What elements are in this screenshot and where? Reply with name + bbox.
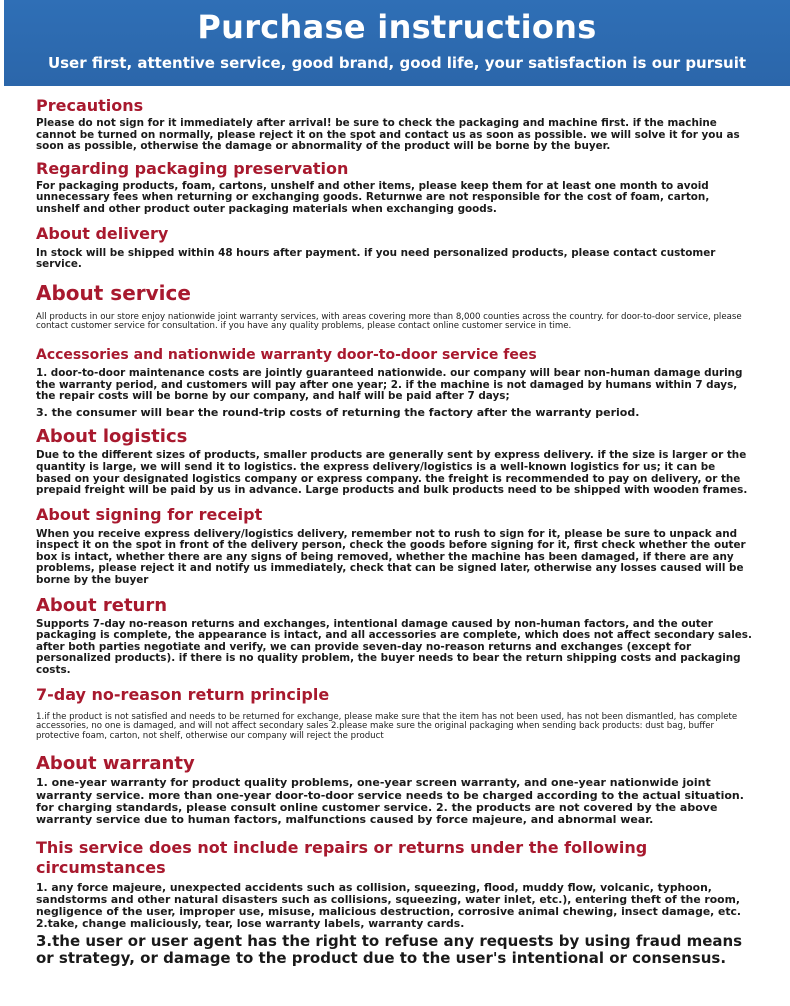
section-return-principle xyxy=(36,685,752,742)
section-return xyxy=(36,595,752,677)
section-heading: Precautions xyxy=(36,96,144,115)
section-text: Due to the different sizes of products, smaller products are generally sent by express delivery. if the size is larger or the quantity is large, we will send it to logistics. the express delivery/logistics is a well-known logistics for us; it can be based on your designated logistics company or express company. the freight is recommended to pay on delivery, or the prepaid freight will be paid by us in advance. Large products and bulk products need to be shipped with wooden frames. xyxy=(36,449,748,497)
section-heading: About service xyxy=(36,280,191,305)
section-text: Please do not sign for it immediately after arrival! be sure to check the packaging and machine first. if the machine cannot be turned on normally, please reject it on the spot and contact us as soon as possible. we will solve it for you as soon as possible, otherwise the damage or abnormality of the product will be borne by the buyer. xyxy=(36,117,740,153)
section-heading: About return xyxy=(36,594,168,616)
section-heading: About logistics xyxy=(36,426,188,448)
section-heading: Accessories and nationwide warranty door-to-door service fees xyxy=(36,346,537,363)
section-text: In stock will be shipped within 48 hours after payment. if you need personalized products, please contact customer service. xyxy=(36,246,716,271)
section-delivery xyxy=(36,224,752,271)
section-text: 1. door-to-door maintenance costs are jointly guaranteed nationwide. our company will bear non-human damage during the warranty period, and customers will pay after one year; 2. if the machine is not damaged by humans within 7 days, the repair costs will be borne by our company, and half will be paid after 7 days; xyxy=(36,366,743,403)
section-heading: About warranty xyxy=(36,753,195,775)
section-text: 3. the consumer will bear the round-trip costs of returning the factory after the warranty period. xyxy=(36,405,640,419)
section-service xyxy=(36,281,752,332)
section-heading: About signing for receipt xyxy=(36,504,263,524)
page-title: Purchase instructions xyxy=(197,8,597,46)
section-text: 1.if the product is not satisfied and needs to be returned for exchange, please make sure that the item has not been used, has not been dismantled, has complete accessories, no one is damaged, and will not affect secondary sales 2.please make sure the original packaging when sending back products: dust bag, buffer protective foam, carton, not shelf, otherwise our company will reject the product xyxy=(36,711,738,741)
section-text: When you receive express delivery/logistics delivery, remember not to rush to sign for it, please be sure to unpack and inspect it on the spot in front of the delivery person, check the goods before signing for it, first check whether the outer box is intact, whether there are any signs of being removed, whether the machine has been damaged, if there are any problems, please reject it and notify us immediately, check that can be signed later, otherwise any losses caused will be borne by the buyer xyxy=(36,527,746,587)
page-subtitle: User first, attentive service, good brand, good life, your satisfaction is our pursuit xyxy=(47,54,747,72)
section-text: 3.the user or user agent has the right to refuse any requests by using fraud means or strategy, or damage to the product due to the user's intentional or consensus. xyxy=(36,932,743,968)
section-heading: This service does not include repairs or returns under the following circumstances xyxy=(36,838,648,878)
section-text: Supports 7-day no-reason returns and exchanges, intentional damage caused by non-human factors, and the outer packaging is complete, the appearance is intact, and all accessories are complete, which does not affect secondary sales. after both parties negotiate and verify, we can provide seven-day no-reason returns and exchanges (except for personalized products). if there is no quality problem, the buyer needs to bear the return shipping costs and packaging costs. xyxy=(36,617,752,677)
section-logistics xyxy=(36,426,752,496)
section-text: For packaging products, foam, cartons, unshelf and other items, please keep them for at least one month to avoid unnecessary fees when returning or exchanging goods. Returnwe are not responsible for the cost of foam, carton, unshelf and other product outer packaging materials when exchanging goods. xyxy=(36,179,710,215)
section-heading: About delivery xyxy=(36,223,169,243)
section-packaging xyxy=(36,159,752,216)
section-precautions xyxy=(36,96,752,153)
section-heading: Regarding packaging preservation xyxy=(36,158,349,178)
section-warranty-fees xyxy=(36,346,752,418)
section-signing xyxy=(36,505,752,587)
section-text: All products in our store enjoy nationwide joint warranty services, with areas covering more than 8,000 counties across the country. for door-to-door service, please contact customer service for consultation. if you have any quality problems, please contact online customer service in time. xyxy=(36,311,742,332)
section-text: 1. any force majeure, unexpected accidents such as collision, squeezing, flood, muddy flow, volcanic, typhoon, sandstorms and other natural disasters such as collisions, squeezing, water inlet, etc.), entering theft of the room, negligence of the user, improper use, misuse, malicious destruction, corrosive animal chewing, insect damage, etc. 2.take, change maliciously, tear, lose warranty labels, warranty cards. xyxy=(36,881,741,930)
header-banner xyxy=(4,0,790,86)
section-heading: 7-day no-reason return principle xyxy=(36,684,330,704)
section-warranty xyxy=(36,753,752,826)
section-exclusions xyxy=(36,838,752,967)
instructions-body xyxy=(36,96,752,967)
section-text: 1. one-year warranty for product quality problems, one-year screen warranty, and one-year nationwide joint warranty service. more than one-year door-to-door service needs to be charged according to the actual situation. for charging standards, please consult online customer service. 2. the products are not covered by the above warranty service due to human factors, malfunctions caused by force majeure, and abnormal wear. xyxy=(36,776,744,827)
